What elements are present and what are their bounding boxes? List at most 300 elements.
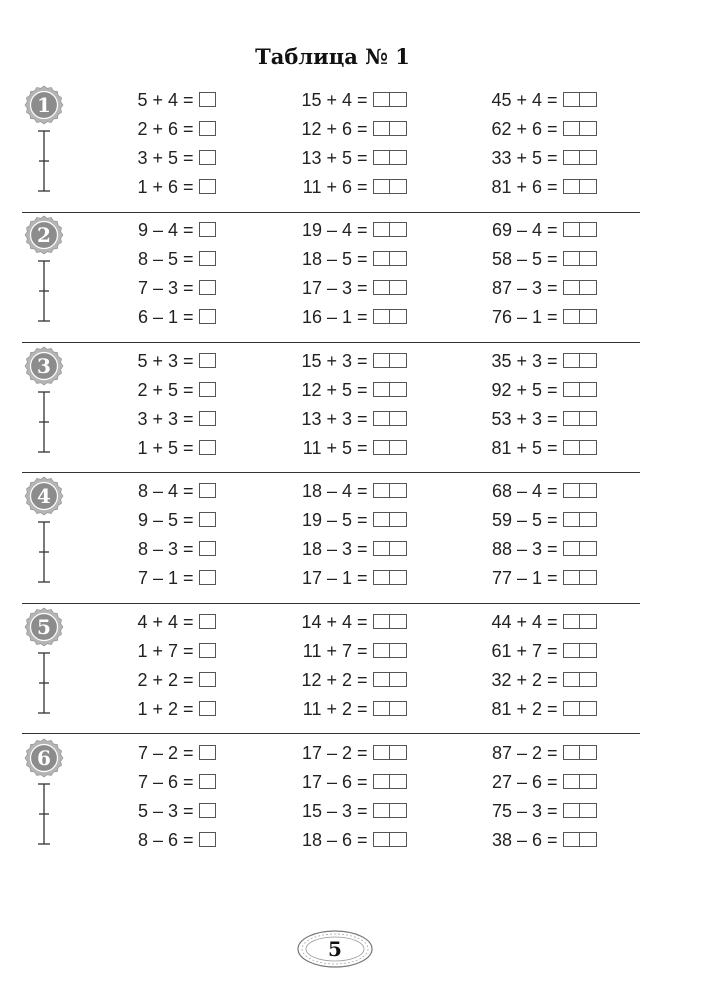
two-digit-answer-box[interactable] — [563, 512, 597, 527]
equals-sign: = — [183, 772, 194, 792]
answer-box[interactable] — [199, 179, 216, 194]
page-number: 5 — [328, 937, 342, 961]
answer-box[interactable] — [199, 512, 216, 527]
equals-sign: = — [547, 351, 558, 371]
equation-expression: 18 – 3 — [301, 539, 352, 559]
equals-sign: = — [357, 148, 368, 168]
equals-sign: = — [357, 119, 368, 139]
equals-sign: = — [357, 568, 368, 588]
equation-expression: 81 + 5 — [491, 438, 542, 458]
equation-expression: 88 – 3 — [491, 539, 542, 559]
equation-row — [274, 434, 407, 463]
equation-row — [274, 144, 407, 173]
answer-box[interactable] — [199, 309, 216, 324]
equals-sign: = — [357, 351, 368, 371]
equation-expression: 9 – 5 — [137, 510, 178, 530]
equals-sign: = — [357, 510, 368, 530]
equation-row — [462, 564, 597, 593]
answer-box[interactable] — [199, 672, 216, 687]
equation-expression: 8 – 4 — [137, 481, 178, 501]
two-digit-answer-box[interactable] — [373, 440, 407, 455]
equation-expression: 8 – 3 — [137, 539, 178, 559]
two-digit-answer-box[interactable] — [373, 570, 407, 585]
equation-row — [462, 347, 597, 376]
equals-sign: = — [183, 510, 194, 530]
equation-row — [112, 376, 216, 405]
equation-expression: 17 – 6 — [301, 772, 352, 792]
equation-row — [462, 797, 597, 826]
equation-row — [112, 274, 216, 303]
equation-expression: 1 + 6 — [137, 177, 178, 197]
equation-row — [274, 535, 407, 564]
equation-expression: 2 + 6 — [137, 119, 178, 139]
equation-expression: 76 – 1 — [491, 307, 542, 327]
equation-row — [274, 608, 407, 637]
equation-expression: 1 + 2 — [137, 699, 178, 719]
equals-sign: = — [183, 409, 194, 429]
two-digit-answer-box[interactable] — [373, 179, 407, 194]
equation-expression: 87 – 2 — [491, 743, 542, 763]
equation-expression: 8 – 5 — [137, 249, 178, 269]
equals-sign: = — [547, 90, 558, 110]
equals-sign: = — [183, 177, 194, 197]
two-digit-answer-box[interactable] — [373, 774, 407, 789]
equation-row — [462, 506, 597, 535]
equals-sign: = — [547, 699, 558, 719]
equation-row — [112, 303, 216, 332]
equals-sign: = — [547, 307, 558, 327]
section-divider — [22, 603, 640, 604]
equals-sign: = — [547, 249, 558, 269]
equals-sign: = — [183, 307, 194, 327]
equals-sign: = — [547, 772, 558, 792]
equals-sign: = — [357, 743, 368, 763]
equation-row — [462, 666, 597, 695]
equation-expression: 17 – 2 — [301, 743, 352, 763]
equation-expression: 8 – 6 — [137, 830, 178, 850]
equation-row — [274, 564, 407, 593]
two-digit-answer-box[interactable] — [373, 512, 407, 527]
answer-box[interactable] — [199, 541, 216, 556]
equation-expression: 7 – 2 — [137, 743, 178, 763]
two-digit-answer-box[interactable] — [563, 150, 597, 165]
equation-expression: 18 – 6 — [301, 830, 352, 850]
equation-expression: 81 + 2 — [491, 699, 542, 719]
equation-row — [274, 797, 407, 826]
equals-sign: = — [547, 801, 558, 821]
section-badge — [24, 85, 64, 125]
equals-sign: = — [547, 481, 558, 501]
equation-expression: 7 – 1 — [137, 568, 178, 588]
equation-row — [462, 245, 597, 274]
equation-row — [274, 347, 407, 376]
answer-box[interactable] — [199, 774, 216, 789]
two-digit-answer-box[interactable] — [563, 411, 597, 426]
two-digit-answer-box[interactable] — [373, 92, 407, 107]
equals-sign: = — [183, 148, 194, 168]
equation-row — [462, 405, 597, 434]
equation-expression: 11 + 5 — [302, 438, 352, 458]
equals-sign: = — [357, 830, 368, 850]
two-digit-answer-box[interactable] — [373, 483, 407, 498]
equals-sign: = — [183, 249, 194, 269]
equation-row — [462, 535, 597, 564]
answer-box[interactable] — [199, 570, 216, 585]
equation-expression: 15 + 4 — [301, 90, 352, 110]
equals-sign: = — [183, 380, 194, 400]
two-digit-answer-box[interactable] — [373, 803, 407, 818]
equation-expression: 16 – 1 — [301, 307, 352, 327]
two-digit-answer-box[interactable] — [563, 672, 597, 687]
two-digit-answer-box[interactable] — [563, 440, 597, 455]
answer-box[interactable] — [199, 382, 216, 397]
equation-expression: 12 + 6 — [301, 119, 352, 139]
section-divider — [22, 733, 640, 734]
equation-row — [112, 826, 216, 855]
two-digit-answer-box[interactable] — [563, 643, 597, 658]
two-digit-answer-box[interactable] — [563, 541, 597, 556]
two-digit-answer-box[interactable] — [373, 309, 407, 324]
equals-sign: = — [547, 409, 558, 429]
section-divider — [22, 472, 640, 473]
equation-expression: 7 – 6 — [137, 772, 178, 792]
equals-sign: = — [183, 278, 194, 298]
answer-box[interactable] — [199, 832, 216, 847]
two-digit-answer-box[interactable] — [373, 280, 407, 295]
two-digit-answer-box[interactable] — [373, 150, 407, 165]
equals-sign: = — [547, 380, 558, 400]
equation-expression: 5 + 4 — [137, 90, 178, 110]
equation-expression: 18 – 5 — [301, 249, 352, 269]
section-number: 2 — [37, 223, 51, 247]
equation-expression: 4 + 4 — [137, 612, 178, 632]
two-digit-answer-box[interactable] — [373, 745, 407, 760]
equation-row — [112, 637, 216, 666]
equals-sign: = — [183, 568, 194, 588]
equation-row — [274, 666, 407, 695]
ruler-scale-icon — [36, 260, 52, 322]
equals-sign: = — [183, 641, 194, 661]
equation-row — [112, 739, 216, 768]
equals-sign: = — [357, 641, 368, 661]
equation-expression: 75 – 3 — [491, 801, 542, 821]
equation-row — [274, 274, 407, 303]
equation-row — [462, 608, 597, 637]
two-digit-answer-box[interactable] — [563, 179, 597, 194]
equals-sign: = — [183, 801, 194, 821]
two-digit-answer-box[interactable] — [563, 121, 597, 136]
two-digit-answer-box[interactable] — [373, 614, 407, 629]
two-digit-answer-box[interactable] — [373, 832, 407, 847]
equals-sign: = — [183, 670, 194, 690]
equation-row — [112, 535, 216, 564]
section-number: 6 — [37, 746, 51, 770]
equation-expression: 58 – 5 — [491, 249, 542, 269]
two-digit-answer-box[interactable] — [373, 353, 407, 368]
equation-row — [112, 216, 216, 245]
equals-sign: = — [547, 438, 558, 458]
equation-expression: 11 + 6 — [302, 177, 352, 197]
answer-box[interactable] — [199, 411, 216, 426]
two-digit-answer-box[interactable] — [373, 121, 407, 136]
equation-expression: 38 – 6 — [491, 830, 542, 850]
equals-sign: = — [357, 438, 368, 458]
equals-sign: = — [357, 481, 368, 501]
equation-expression: 11 + 2 — [302, 699, 352, 719]
equals-sign: = — [357, 380, 368, 400]
equation-expression: 5 + 3 — [137, 351, 178, 371]
equals-sign: = — [547, 641, 558, 661]
equation-row — [112, 405, 216, 434]
equals-sign: = — [183, 438, 194, 458]
equals-sign: = — [357, 249, 368, 269]
equation-expression: 87 – 3 — [491, 278, 542, 298]
equation-row — [274, 695, 407, 724]
two-digit-answer-box[interactable] — [373, 672, 407, 687]
two-digit-answer-box[interactable] — [563, 483, 597, 498]
equals-sign: = — [183, 481, 194, 501]
two-digit-answer-box[interactable] — [563, 251, 597, 266]
section-number: 3 — [37, 354, 51, 378]
equation-expression: 7 – 3 — [137, 278, 178, 298]
answer-box[interactable] — [199, 614, 216, 629]
equals-sign: = — [547, 220, 558, 240]
equation-row — [112, 797, 216, 826]
equation-row — [112, 477, 216, 506]
ruler-scale-icon — [36, 391, 52, 453]
equation-row — [112, 245, 216, 274]
two-digit-answer-box[interactable] — [373, 541, 407, 556]
ruler-scale-icon — [36, 652, 52, 714]
two-digit-answer-box[interactable] — [373, 411, 407, 426]
two-digit-answer-box[interactable] — [563, 570, 597, 585]
equation-row — [274, 86, 407, 115]
two-digit-answer-box[interactable] — [563, 222, 597, 237]
ruler-scale-icon — [36, 521, 52, 583]
equation-row — [462, 173, 597, 202]
two-digit-answer-box[interactable] — [563, 803, 597, 818]
equals-sign: = — [183, 119, 194, 139]
equation-expression: 53 + 3 — [491, 409, 542, 429]
equation-expression: 19 – 5 — [301, 510, 352, 530]
equation-row — [462, 768, 597, 797]
two-digit-answer-box[interactable] — [563, 832, 597, 847]
equation-row — [112, 144, 216, 173]
answer-box[interactable] — [199, 803, 216, 818]
equation-expression: 11 + 7 — [302, 641, 352, 661]
section-badge — [24, 476, 64, 516]
answer-box[interactable] — [199, 440, 216, 455]
section-badge — [24, 346, 64, 386]
answer-box[interactable] — [199, 150, 216, 165]
equals-sign: = — [357, 699, 368, 719]
equation-expression: 12 + 5 — [301, 380, 352, 400]
two-digit-answer-box[interactable] — [373, 251, 407, 266]
two-digit-answer-box[interactable] — [563, 280, 597, 295]
equation-expression: 32 + 2 — [491, 670, 542, 690]
equation-row — [112, 115, 216, 144]
equals-sign: = — [183, 351, 194, 371]
equation-expression: 6 – 1 — [137, 307, 178, 327]
equals-sign: = — [547, 177, 558, 197]
two-digit-answer-box[interactable] — [563, 353, 597, 368]
equation-row — [274, 173, 407, 202]
section-number: 5 — [37, 615, 51, 639]
equation-row — [462, 434, 597, 463]
equation-row — [462, 216, 597, 245]
equals-sign: = — [547, 539, 558, 559]
equation-row — [112, 434, 216, 463]
equation-expression: 15 – 3 — [301, 801, 352, 821]
equation-expression: 68 – 4 — [491, 481, 542, 501]
equation-expression: 17 – 3 — [301, 278, 352, 298]
equals-sign: = — [357, 307, 368, 327]
two-digit-answer-box[interactable] — [563, 745, 597, 760]
equation-row — [274, 376, 407, 405]
answer-box[interactable] — [199, 643, 216, 658]
equation-row — [112, 506, 216, 535]
equation-row — [462, 695, 597, 724]
equals-sign: = — [183, 830, 194, 850]
equals-sign: = — [357, 90, 368, 110]
equals-sign: = — [357, 220, 368, 240]
equation-expression: 69 – 4 — [491, 220, 542, 240]
equation-row — [462, 303, 597, 332]
equation-expression: 61 + 7 — [491, 641, 542, 661]
section-badge — [24, 738, 64, 778]
equals-sign: = — [183, 612, 194, 632]
two-digit-answer-box[interactable] — [563, 774, 597, 789]
equation-row — [112, 695, 216, 724]
equation-row — [462, 115, 597, 144]
equation-expression: 17 – 1 — [301, 568, 352, 588]
equation-expression: 1 + 5 — [137, 438, 178, 458]
equation-expression: 77 – 1 — [491, 568, 542, 588]
answer-box[interactable] — [199, 121, 216, 136]
section-badge — [24, 607, 64, 647]
equation-row — [462, 86, 597, 115]
equation-row — [274, 506, 407, 535]
ruler-scale-icon — [36, 130, 52, 192]
equals-sign: = — [547, 119, 558, 139]
two-digit-answer-box[interactable] — [563, 92, 597, 107]
equals-sign: = — [357, 801, 368, 821]
answer-box[interactable] — [199, 92, 216, 107]
answer-box[interactable] — [199, 701, 216, 716]
equation-row — [462, 376, 597, 405]
equals-sign: = — [357, 177, 368, 197]
answer-box[interactable] — [199, 483, 216, 498]
equals-sign: = — [183, 699, 194, 719]
equation-expression: 27 – 6 — [491, 772, 542, 792]
equation-expression: 33 + 5 — [491, 148, 542, 168]
equation-row — [112, 768, 216, 797]
equation-expression: 35 + 3 — [491, 351, 542, 371]
equation-expression: 59 – 5 — [491, 510, 542, 530]
equals-sign: = — [547, 830, 558, 850]
two-digit-answer-box[interactable] — [563, 614, 597, 629]
equation-row — [274, 477, 407, 506]
equation-row — [112, 564, 216, 593]
equals-sign: = — [357, 670, 368, 690]
equation-expression: 45 + 4 — [491, 90, 542, 110]
equals-sign: = — [547, 612, 558, 632]
equation-row — [274, 405, 407, 434]
equation-expression: 18 – 4 — [301, 481, 352, 501]
equation-expression: 3 + 5 — [137, 148, 178, 168]
two-digit-answer-box[interactable] — [373, 643, 407, 658]
equation-expression: 2 + 5 — [137, 380, 178, 400]
equation-expression: 13 + 3 — [301, 409, 352, 429]
ruler-scale-icon — [36, 783, 52, 845]
section-number: 1 — [37, 93, 51, 117]
equals-sign: = — [547, 510, 558, 530]
equation-expression: 62 + 6 — [491, 119, 542, 139]
two-digit-answer-box[interactable] — [373, 701, 407, 716]
equation-expression: 3 + 3 — [137, 409, 178, 429]
section-badge — [24, 215, 64, 255]
equation-expression: 2 + 2 — [137, 670, 178, 690]
section-divider — [22, 342, 640, 343]
equation-expression: 13 + 5 — [301, 148, 352, 168]
equation-expression: 1 + 7 — [137, 641, 178, 661]
two-digit-answer-box[interactable] — [563, 309, 597, 324]
section-number: 4 — [37, 484, 51, 508]
equation-row — [274, 768, 407, 797]
equals-sign: = — [547, 148, 558, 168]
equation-row — [462, 274, 597, 303]
equation-row — [112, 86, 216, 115]
answer-box[interactable] — [199, 222, 216, 237]
equation-expression: 19 – 4 — [301, 220, 352, 240]
two-digit-answer-box[interactable] — [373, 382, 407, 397]
equals-sign: = — [357, 772, 368, 792]
page-number-badge — [296, 929, 374, 969]
equation-row — [462, 826, 597, 855]
equation-row — [274, 637, 407, 666]
answer-box[interactable] — [199, 251, 216, 266]
equals-sign: = — [357, 409, 368, 429]
equals-sign: = — [547, 743, 558, 763]
equals-sign: = — [183, 743, 194, 763]
equation-row — [462, 637, 597, 666]
two-digit-answer-box[interactable] — [563, 701, 597, 716]
equation-expression: 5 – 3 — [137, 801, 178, 821]
equation-expression: 81 + 6 — [491, 177, 542, 197]
equals-sign: = — [547, 568, 558, 588]
equation-row — [274, 216, 407, 245]
answer-box[interactable] — [199, 353, 216, 368]
equals-sign: = — [183, 90, 194, 110]
answer-box[interactable] — [199, 280, 216, 295]
equation-expression: 9 – 4 — [137, 220, 178, 240]
equals-sign: = — [183, 539, 194, 559]
equals-sign: = — [547, 670, 558, 690]
two-digit-answer-box[interactable] — [563, 382, 597, 397]
answer-box[interactable] — [199, 745, 216, 760]
equation-row — [274, 739, 407, 768]
equation-row — [462, 477, 597, 506]
equation-expression: 92 + 5 — [491, 380, 542, 400]
section-divider — [22, 212, 640, 213]
equation-row — [112, 608, 216, 637]
equation-row — [274, 303, 407, 332]
equation-expression: 44 + 4 — [491, 612, 542, 632]
equals-sign: = — [357, 612, 368, 632]
equals-sign: = — [357, 539, 368, 559]
two-digit-answer-box[interactable] — [373, 222, 407, 237]
equation-expression: 14 + 4 — [301, 612, 352, 632]
